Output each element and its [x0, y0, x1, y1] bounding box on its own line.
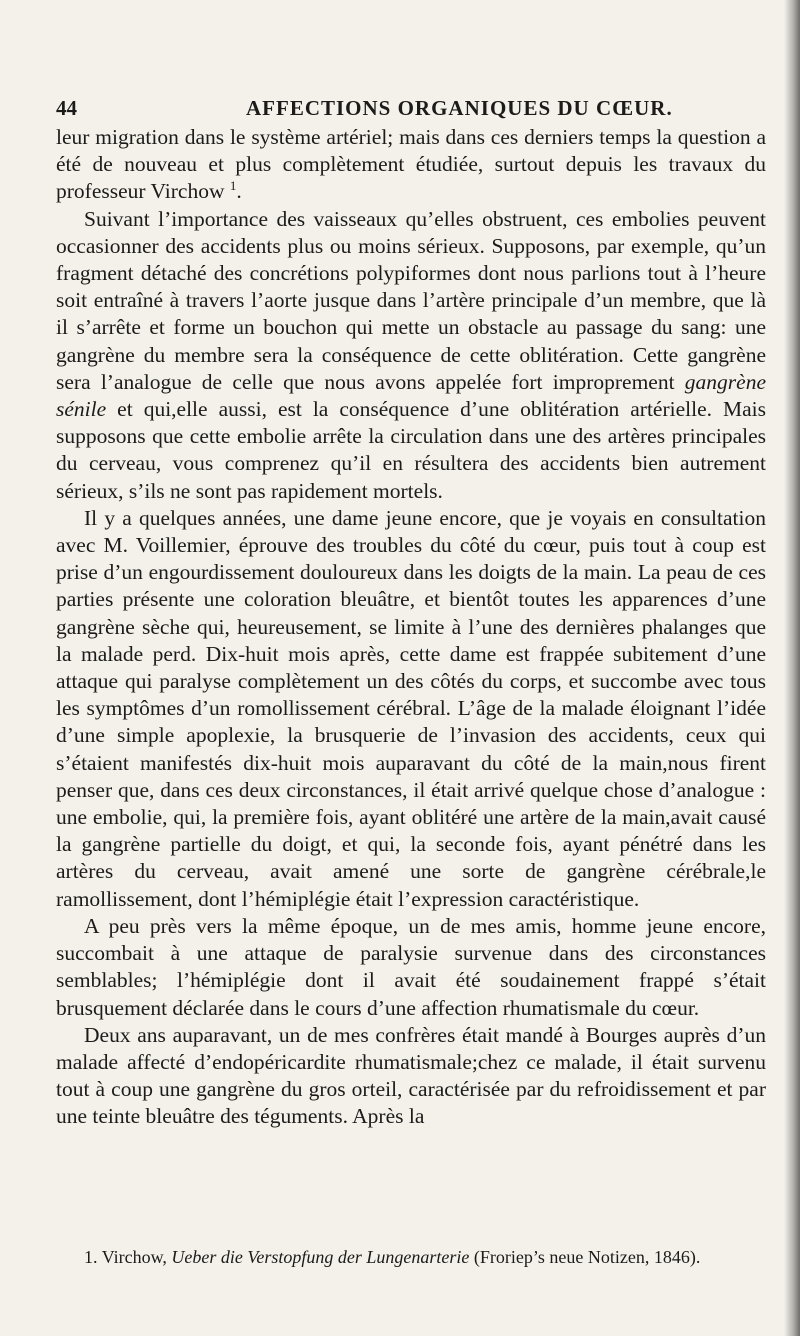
paragraph-2-end: et qui,elle aussi, est la conséquence d’une oblitération artérielle. Mais supposons que cette embolie arrête la circulation dans une des artères principales du cerveau, vous comprenez qu’il en résultera des accidents bien autrement sérieux, s’ils ne sont pas rapidement mortels.: [56, 397, 767, 503]
paragraph-1-text: leur migration dans le système artériel; mais dans ces derniers temps la question a été de nouveau et plus complètement étudiée, surtout depuis les travaux du professeur Virchow: [56, 125, 766, 204]
paragraph-1: [56, 124, 766, 206]
paragraph-4: A peu près vers la même époque, un de mes amis, homme jeune encore, succombait à une attaque de paralysie survenue dans des circonstances semblables; l’hémiplégie dont il avait été soudainement frappé s’était brusquement déclarée dans le cours d’une affection rhumatismale du cœur.: [56, 913, 766, 1020]
paragraph-2-text: Suivant l’importance des vaisseaux qu’elles obstruent, ces embolies peuvent occasionner des accidents plus ou moins sérieux. Supposons, par exemple, qu’un fragment détaché des concrétions polypiformes dont nous parlions tout à l’heure soit entraîné à travers l’aorte jusque dans l’artère principale d’un membre, que là il s’arrête et forme un bouchon qui mette un obstacle au passage du sang: une gangrène du membre sera la conséquence de cette oblitération. Cette gangrène sera l’analogue de celle que nous avons appelée fort improprement: [56, 206, 766, 394]
body-text: [56, 124, 766, 1131]
paragraph-1-end: .: [236, 179, 242, 204]
footnote-number: 1.: [84, 1247, 98, 1267]
paragraph-2-italic: gangrène sénile: [56, 369, 766, 422]
running-head: AFFECTIONS ORGANIQUES DU CŒUR.: [246, 96, 673, 120]
footnote-reference: 1: [229, 178, 237, 194]
page-header: [56, 96, 756, 126]
footnote: [84, 1246, 774, 1268]
page-number: 44: [56, 96, 77, 120]
page-edge-shadow: [784, 0, 800, 1336]
paragraph-5: Deux ans auparavant, un de mes confrères était mandé à Bourges auprès d’un malade affecté d’endopéricardite rhumatismale;chez ce malade, il était survenu tout à coup une gangrène du gros orteil, caractérisée par du refroidissement et par une teinte bleuâtre des téguments. Après la: [56, 1022, 766, 1129]
paragraph-3: Il y a quelques années, une dame jeune encore, que je voyais en consultation avec M. Voillemier, éprouve des troubles du côté du cœur, puis tout à coup est prise d’un engourdissement douloureux dans les doigts de la main. La peau de ces parties présente une coloration bleuâtre, et bientôt toutes les apparences d’une gangrène sèche qui, heureusement, se limite à l’une des dernières phalanges que la malade perd. Dix-huit mois après, cette dame est frappée subitement d’une attaque qui paralyse complètement un des côtés du corps, et succombe avec tous les symptômes d’un romollissement cérébral. L’âge de la malade éloignant l’idée d’une simple apoplexie, la brusquerie de l’invasion des accidents, ceux qui s’étaient manifestés dix-huit mois auparavant du côté de la main,nous firent penser que, dans ces deux circonstances, il était arrivé quelque chose d’analogue : une embolie, qui, la première fois, ayant oblitéré une artère de la main,avait causé la gangrène partielle du doigt, et qui, la seconde fois, ayant pénétré dans les artères du cerveau, avait amené une sorte de gangrène cérébrale,le ramollissement, dont l’hémiplégie était l’expression caractéristique.: [56, 505, 766, 911]
footnote-author: Virchow,: [101, 1247, 167, 1267]
footnote-source: (Froriep’s neue Notizen, 1846).: [473, 1247, 701, 1267]
paragraph-2: [56, 206, 766, 505]
footnote-title: Ueber die Verstopfung der Lungenarterie: [171, 1247, 470, 1267]
